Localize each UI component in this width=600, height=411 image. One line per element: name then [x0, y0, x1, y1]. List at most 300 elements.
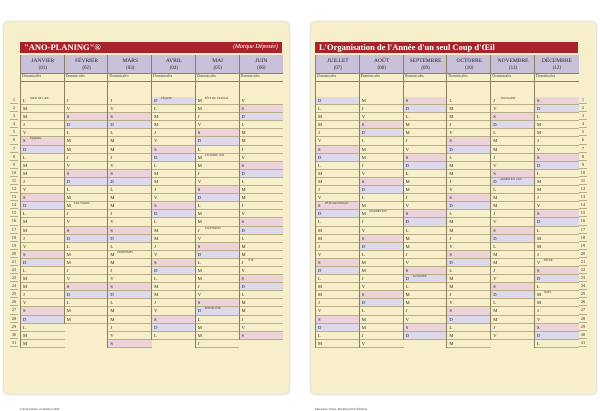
day-cell[interactable]: [196, 243, 240, 251]
day-cell[interactable]: [21, 97, 65, 105]
day-cell[interactable]: [491, 283, 535, 291]
day-cell[interactable]: [65, 170, 109, 178]
day-cell[interactable]: [152, 113, 196, 121]
day-cell[interactable]: [196, 186, 240, 194]
day-cell[interactable]: [316, 283, 360, 291]
day-cell[interactable]: [240, 332, 284, 340]
day-cell[interactable]: [21, 137, 65, 145]
day-cell[interactable]: [316, 275, 360, 283]
day-cell[interactable]: [491, 146, 535, 154]
day-cell[interactable]: [491, 105, 535, 113]
day-cell[interactable]: [316, 267, 360, 275]
day-cell[interactable]: [404, 275, 448, 283]
day-cell[interactable]: [447, 121, 491, 129]
day-cell[interactable]: [108, 251, 152, 259]
day-cell[interactable]: [447, 146, 491, 154]
day-cell[interactable]: [21, 227, 65, 235]
day-cell[interactable]: [21, 210, 65, 218]
day-cell[interactable]: [535, 202, 579, 210]
day-cell[interactable]: [240, 259, 284, 267]
day-cell[interactable]: [108, 210, 152, 218]
day-cell[interactable]: [404, 218, 448, 226]
day-cell[interactable]: [108, 243, 152, 251]
day-cell[interactable]: [108, 218, 152, 226]
day-cell[interactable]: [316, 316, 360, 324]
day-cell[interactable]: [316, 235, 360, 243]
day-cell[interactable]: [535, 178, 579, 186]
day-cell[interactable]: [404, 154, 448, 162]
day-cell[interactable]: [447, 299, 491, 307]
day-cell[interactable]: [316, 194, 360, 202]
day-cell[interactable]: [447, 210, 491, 218]
day-cell[interactable]: [196, 283, 240, 291]
day-cell[interactable]: [447, 129, 491, 137]
day-cell[interactable]: [196, 170, 240, 178]
day-cell[interactable]: [65, 307, 109, 315]
day-cell[interactable]: [447, 307, 491, 315]
day-cell[interactable]: [447, 186, 491, 194]
day-cell[interactable]: [21, 194, 65, 202]
day-cell[interactable]: [196, 291, 240, 299]
day-cell[interactable]: [535, 324, 579, 332]
day-cell[interactable]: [152, 121, 196, 129]
day-cell[interactable]: [360, 121, 404, 129]
day-cell[interactable]: [108, 121, 152, 129]
day-cell[interactable]: [21, 186, 65, 194]
day-cell[interactable]: [196, 275, 240, 283]
day-cell[interactable]: [196, 105, 240, 113]
day-cell[interactable]: [21, 332, 65, 340]
day-cell[interactable]: [240, 299, 284, 307]
day-cell[interactable]: [196, 210, 240, 218]
day-cell[interactable]: [535, 105, 579, 113]
day-cell[interactable]: [404, 267, 448, 275]
day-cell[interactable]: [535, 186, 579, 194]
day-cell[interactable]: [240, 275, 284, 283]
day-cell[interactable]: [196, 129, 240, 137]
day-cell[interactable]: [535, 137, 579, 145]
day-cell[interactable]: [491, 170, 535, 178]
day-cell[interactable]: [21, 340, 65, 348]
day-cell[interactable]: [360, 186, 404, 194]
day-cell[interactable]: [108, 324, 152, 332]
day-cell[interactable]: [360, 307, 404, 315]
day-cell[interactable]: [447, 291, 491, 299]
day-cell[interactable]: [240, 154, 284, 162]
day-cell[interactable]: [447, 251, 491, 259]
day-cell[interactable]: [240, 218, 284, 226]
day-cell[interactable]: [535, 113, 579, 121]
day-cell[interactable]: [21, 113, 65, 121]
day-cell[interactable]: [535, 283, 579, 291]
day-cell[interactable]: [316, 121, 360, 129]
day-cell[interactable]: [491, 202, 535, 210]
day-cell[interactable]: [360, 251, 404, 259]
day-cell[interactable]: [152, 105, 196, 113]
day-cell[interactable]: [535, 210, 579, 218]
day-cell[interactable]: [447, 235, 491, 243]
day-cell[interactable]: [152, 235, 196, 243]
day-cell[interactable]: [196, 251, 240, 259]
day-cell[interactable]: [108, 202, 152, 210]
day-cell[interactable]: [535, 121, 579, 129]
day-cell[interactable]: [21, 324, 65, 332]
day-cell[interactable]: [152, 97, 196, 105]
day-cell[interactable]: [491, 267, 535, 275]
day-cell[interactable]: [196, 178, 240, 186]
day-cell[interactable]: [65, 202, 109, 210]
day-cell[interactable]: [21, 162, 65, 170]
day-cell[interactable]: [535, 259, 579, 267]
day-cell[interactable]: [152, 178, 196, 186]
day-cell[interactable]: [65, 129, 109, 137]
day-cell[interactable]: [240, 324, 284, 332]
day-cell[interactable]: [65, 137, 109, 145]
day-cell[interactable]: [404, 291, 448, 299]
day-cell[interactable]: [360, 332, 404, 340]
day-cell[interactable]: [196, 146, 240, 154]
day-cell[interactable]: [152, 202, 196, 210]
day-cell[interactable]: [152, 251, 196, 259]
day-cell[interactable]: [491, 178, 535, 186]
day-cell[interactable]: [404, 105, 448, 113]
day-cell[interactable]: [240, 202, 284, 210]
day-cell[interactable]: [152, 291, 196, 299]
day-cell[interactable]: [21, 235, 65, 243]
day-cell[interactable]: [316, 113, 360, 121]
day-cell[interactable]: [21, 129, 65, 137]
day-cell[interactable]: [535, 243, 579, 251]
day-cell[interactable]: [447, 218, 491, 226]
day-cell[interactable]: [240, 129, 284, 137]
day-cell[interactable]: [196, 113, 240, 121]
day-cell[interactable]: [535, 218, 579, 226]
day-cell[interactable]: [316, 146, 360, 154]
day-cell[interactable]: [316, 162, 360, 170]
day-cell[interactable]: [447, 275, 491, 283]
day-cell[interactable]: [491, 291, 535, 299]
day-cell[interactable]: [360, 194, 404, 202]
day-cell[interactable]: [65, 186, 109, 194]
day-cell[interactable]: [360, 218, 404, 226]
day-cell[interactable]: [360, 170, 404, 178]
day-cell[interactable]: [447, 154, 491, 162]
day-cell[interactable]: [404, 97, 448, 105]
day-cell[interactable]: [108, 97, 152, 105]
day-cell[interactable]: [491, 316, 535, 324]
day-cell[interactable]: [404, 259, 448, 267]
day-cell[interactable]: [404, 299, 448, 307]
day-cell[interactable]: [240, 307, 284, 315]
day-cell[interactable]: [21, 291, 65, 299]
day-cell[interactable]: [108, 170, 152, 178]
day-cell[interactable]: [152, 210, 196, 218]
day-cell[interactable]: [316, 243, 360, 251]
day-cell[interactable]: [491, 194, 535, 202]
day-cell[interactable]: [240, 291, 284, 299]
day-cell[interactable]: [152, 275, 196, 283]
day-cell[interactable]: [316, 170, 360, 178]
day-cell[interactable]: [535, 291, 579, 299]
day-cell[interactable]: [404, 170, 448, 178]
day-cell[interactable]: [491, 97, 535, 105]
day-cell[interactable]: [108, 316, 152, 324]
day-cell[interactable]: [316, 299, 360, 307]
day-cell[interactable]: [65, 243, 109, 251]
day-cell[interactable]: [196, 121, 240, 129]
day-cell[interactable]: [196, 202, 240, 210]
day-cell[interactable]: [316, 210, 360, 218]
day-cell[interactable]: [240, 170, 284, 178]
day-cell[interactable]: [108, 283, 152, 291]
day-cell[interactable]: [535, 332, 579, 340]
day-cell[interactable]: [108, 186, 152, 194]
day-cell[interactable]: [196, 332, 240, 340]
day-cell[interactable]: [447, 332, 491, 340]
day-cell[interactable]: [404, 251, 448, 259]
day-cell[interactable]: [360, 259, 404, 267]
day-cell[interactable]: [404, 307, 448, 315]
day-cell[interactable]: [404, 202, 448, 210]
day-cell[interactable]: [316, 129, 360, 137]
day-cell[interactable]: [152, 227, 196, 235]
day-cell[interactable]: [360, 324, 404, 332]
day-cell[interactable]: [447, 137, 491, 145]
day-cell[interactable]: [65, 105, 109, 113]
day-cell[interactable]: [65, 283, 109, 291]
day-cell[interactable]: [21, 146, 65, 154]
day-cell[interactable]: [535, 299, 579, 307]
day-cell[interactable]: [65, 146, 109, 154]
day-cell[interactable]: [447, 194, 491, 202]
day-cell[interactable]: [447, 113, 491, 121]
day-cell[interactable]: [65, 210, 109, 218]
day-cell[interactable]: [360, 162, 404, 170]
day-cell[interactable]: [404, 283, 448, 291]
day-cell[interactable]: [65, 316, 109, 324]
day-cell[interactable]: [21, 259, 65, 267]
day-cell[interactable]: [21, 267, 65, 275]
day-cell[interactable]: [21, 121, 65, 129]
day-cell[interactable]: [491, 275, 535, 283]
day-cell[interactable]: [21, 283, 65, 291]
day-cell[interactable]: [65, 267, 109, 275]
day-cell[interactable]: [316, 137, 360, 145]
day-cell[interactable]: [447, 243, 491, 251]
day-cell[interactable]: [535, 340, 579, 348]
day-cell[interactable]: [491, 324, 535, 332]
day-cell[interactable]: [152, 162, 196, 170]
day-cell[interactable]: [360, 137, 404, 145]
day-cell[interactable]: [447, 227, 491, 235]
day-cell[interactable]: [491, 235, 535, 243]
day-cell[interactable]: [65, 113, 109, 121]
day-cell[interactable]: [196, 307, 240, 315]
day-cell[interactable]: [21, 299, 65, 307]
day-cell[interactable]: [491, 259, 535, 267]
day-cell[interactable]: [491, 129, 535, 137]
day-cell[interactable]: [196, 162, 240, 170]
day-cell[interactable]: [404, 243, 448, 251]
day-cell[interactable]: [108, 154, 152, 162]
day-cell[interactable]: [108, 235, 152, 243]
day-cell[interactable]: [65, 251, 109, 259]
day-cell[interactable]: [404, 227, 448, 235]
day-cell[interactable]: [360, 291, 404, 299]
day-cell[interactable]: [447, 178, 491, 186]
day-cell[interactable]: [152, 267, 196, 275]
day-cell[interactable]: [240, 235, 284, 243]
day-cell[interactable]: [360, 299, 404, 307]
day-cell[interactable]: [65, 259, 109, 267]
day-cell[interactable]: [535, 267, 579, 275]
day-cell[interactable]: [316, 218, 360, 226]
day-cell[interactable]: [491, 113, 535, 121]
day-cell[interactable]: [360, 105, 404, 113]
day-cell[interactable]: [21, 202, 65, 210]
day-cell[interactable]: [240, 316, 284, 324]
day-cell[interactable]: [21, 316, 65, 324]
day-cell[interactable]: [316, 178, 360, 186]
day-cell[interactable]: [65, 218, 109, 226]
day-cell[interactable]: [152, 307, 196, 315]
day-cell[interactable]: [196, 259, 240, 267]
day-cell[interactable]: [196, 154, 240, 162]
day-cell[interactable]: [65, 299, 109, 307]
day-cell[interactable]: [240, 243, 284, 251]
day-cell[interactable]: [360, 129, 404, 137]
day-cell[interactable]: [108, 299, 152, 307]
day-cell[interactable]: [316, 227, 360, 235]
day-cell[interactable]: [360, 154, 404, 162]
day-cell[interactable]: [152, 137, 196, 145]
day-cell[interactable]: [404, 210, 448, 218]
day-cell[interactable]: [447, 202, 491, 210]
day-cell[interactable]: [108, 340, 152, 348]
day-cell[interactable]: [65, 235, 109, 243]
day-cell[interactable]: [240, 137, 284, 145]
day-cell[interactable]: [240, 146, 284, 154]
day-cell[interactable]: [360, 340, 404, 348]
day-cell[interactable]: [152, 194, 196, 202]
day-cell[interactable]: [360, 316, 404, 324]
day-cell[interactable]: [240, 186, 284, 194]
day-cell[interactable]: [240, 283, 284, 291]
day-cell[interactable]: [152, 170, 196, 178]
day-cell[interactable]: [360, 146, 404, 154]
day-cell[interactable]: [404, 146, 448, 154]
day-cell[interactable]: [240, 162, 284, 170]
day-cell[interactable]: [447, 170, 491, 178]
day-cell[interactable]: [108, 332, 152, 340]
day-cell[interactable]: [535, 307, 579, 315]
day-cell[interactable]: [491, 332, 535, 340]
day-cell[interactable]: [152, 146, 196, 154]
day-cell[interactable]: [360, 235, 404, 243]
day-cell[interactable]: [21, 170, 65, 178]
day-cell[interactable]: [152, 283, 196, 291]
day-cell[interactable]: [240, 227, 284, 235]
day-cell[interactable]: [196, 194, 240, 202]
day-cell[interactable]: [196, 137, 240, 145]
day-cell[interactable]: [447, 340, 491, 348]
day-cell[interactable]: [152, 259, 196, 267]
day-cell[interactable]: [108, 146, 152, 154]
day-cell[interactable]: [21, 178, 65, 186]
day-cell[interactable]: [316, 97, 360, 105]
day-cell[interactable]: [65, 275, 109, 283]
day-cell[interactable]: [535, 146, 579, 154]
day-cell[interactable]: [108, 227, 152, 235]
day-cell[interactable]: [196, 299, 240, 307]
day-cell[interactable]: [196, 235, 240, 243]
day-cell[interactable]: [240, 97, 284, 105]
day-cell[interactable]: [152, 316, 196, 324]
day-cell[interactable]: [360, 283, 404, 291]
day-cell[interactable]: [316, 186, 360, 194]
day-cell[interactable]: [491, 186, 535, 194]
day-cell[interactable]: [360, 202, 404, 210]
day-cell[interactable]: [316, 332, 360, 340]
day-cell[interactable]: [108, 291, 152, 299]
day-cell[interactable]: [447, 267, 491, 275]
day-cell[interactable]: [21, 243, 65, 251]
day-cell[interactable]: [404, 186, 448, 194]
day-cell[interactable]: [108, 267, 152, 275]
day-cell[interactable]: [491, 154, 535, 162]
day-cell[interactable]: [404, 235, 448, 243]
day-cell[interactable]: [240, 113, 284, 121]
day-cell[interactable]: [360, 113, 404, 121]
day-cell[interactable]: [65, 97, 109, 105]
day-cell[interactable]: [404, 121, 448, 129]
day-cell[interactable]: [447, 283, 491, 291]
day-cell[interactable]: [360, 267, 404, 275]
day-cell[interactable]: [152, 243, 196, 251]
day-cell[interactable]: [491, 137, 535, 145]
day-cell[interactable]: [447, 259, 491, 267]
day-cell[interactable]: [535, 251, 579, 259]
day-cell[interactable]: [240, 251, 284, 259]
day-cell[interactable]: [535, 235, 579, 243]
day-cell[interactable]: [240, 194, 284, 202]
day-cell[interactable]: [404, 178, 448, 186]
day-cell[interactable]: [152, 186, 196, 194]
day-cell[interactable]: [535, 194, 579, 202]
day-cell[interactable]: [65, 227, 109, 235]
day-cell[interactable]: [447, 324, 491, 332]
day-cell[interactable]: [196, 218, 240, 226]
day-cell[interactable]: [404, 332, 448, 340]
day-cell[interactable]: [21, 154, 65, 162]
day-cell[interactable]: [196, 227, 240, 235]
day-cell[interactable]: [108, 105, 152, 113]
day-cell[interactable]: [196, 267, 240, 275]
day-cell[interactable]: [65, 291, 109, 299]
day-cell[interactable]: [316, 324, 360, 332]
day-cell[interactable]: [535, 129, 579, 137]
day-cell[interactable]: [65, 121, 109, 129]
day-cell[interactable]: [491, 307, 535, 315]
day-cell[interactable]: [491, 299, 535, 307]
day-cell[interactable]: [316, 307, 360, 315]
day-cell[interactable]: [152, 324, 196, 332]
day-cell[interactable]: [491, 243, 535, 251]
day-cell[interactable]: [316, 291, 360, 299]
day-cell[interactable]: [196, 316, 240, 324]
day-cell[interactable]: [535, 97, 579, 105]
day-cell[interactable]: [240, 267, 284, 275]
